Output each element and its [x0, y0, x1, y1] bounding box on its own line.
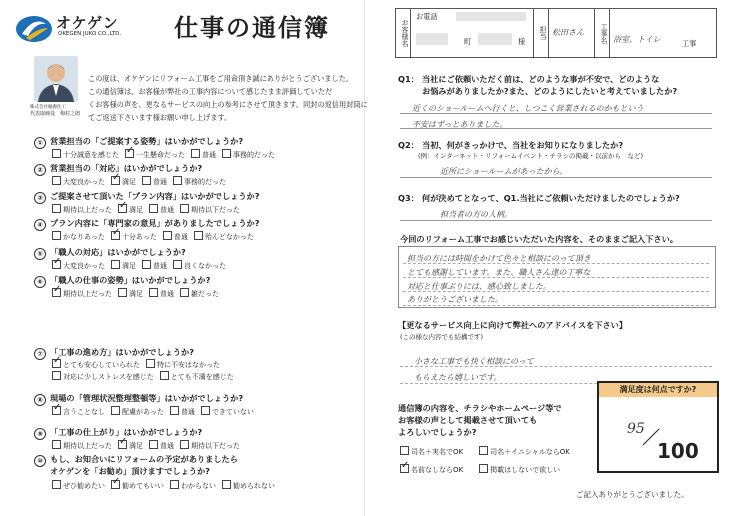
option[interactable] [163, 231, 188, 242]
option-label: 期待以下だった [191, 206, 240, 214]
checkbox[interactable] [111, 406, 120, 415]
question-title: 「職人の対応」はいかがでしょうか? [50, 247, 186, 257]
option-label: 期待以上だった [63, 290, 112, 298]
option[interactable] [170, 480, 216, 491]
town-label: 町 [464, 37, 472, 46]
option-label: 十分あった [121, 233, 157, 241]
q1-label: Q1： [398, 74, 419, 84]
brand-name: オケゲン [56, 14, 119, 32]
option[interactable] [52, 288, 112, 299]
option-label: 期待以下だった [191, 442, 240, 450]
option[interactable] [160, 371, 234, 382]
question-title-2: オケゲンを「お勧め」頂けますでしょうか? [50, 466, 210, 476]
town-redacted [416, 33, 448, 45]
advice-line-1: 小さな工事でも快く相談にのって [414, 357, 534, 366]
option-label: 事務的だった [184, 178, 226, 186]
q2-label: Q2： [398, 140, 419, 150]
option[interactable] [52, 371, 154, 382]
intro-line-3: くお客様の声を、更なるサービスの向上の参考にさせて頂きます。同封の返信用封筒に [88, 100, 368, 109]
option[interactable] [111, 176, 136, 187]
option[interactable] [201, 406, 254, 417]
checkbox[interactable] [479, 464, 488, 473]
option[interactable] [52, 359, 140, 370]
option-row [52, 288, 219, 299]
option-label: 満足 [129, 206, 143, 214]
q1-text: 当社にご依頼いただく前は、どのような事が不安で、どのような [422, 74, 660, 84]
option[interactable] [118, 440, 143, 451]
option[interactable] [180, 440, 240, 451]
option[interactable] [173, 260, 226, 271]
checkbox[interactable] [173, 176, 182, 185]
option[interactable] [180, 204, 240, 215]
question-title: ご提案させて頂いた「プラン内容」はいかがでしょうか? [50, 191, 260, 201]
page-title: 仕事の通信簿 [174, 14, 330, 42]
q3-label: Q3： [398, 193, 419, 203]
option[interactable] [52, 204, 112, 215]
checkbox[interactable] [191, 149, 200, 158]
option-label: 特に不安はなかった [157, 361, 220, 369]
question-number: ① [34, 137, 46, 149]
checkbox[interactable] [111, 480, 120, 489]
checkbox[interactable] [173, 260, 182, 269]
koji-label: 工事名 [594, 9, 610, 57]
checkbox[interactable] [180, 204, 189, 213]
question-number: ④ [34, 219, 46, 231]
option[interactable] [52, 440, 112, 451]
option-label: 普通 [180, 408, 195, 416]
question-number: ③ [34, 192, 46, 204]
phone-redacted [456, 12, 526, 21]
option[interactable] [479, 464, 560, 475]
option-label: 掲載はしないで欲しい [490, 466, 561, 474]
option[interactable] [52, 260, 105, 271]
name-redacted [478, 33, 512, 45]
option-label: 期待以上だった [63, 442, 112, 450]
option-label: 普通 [160, 290, 174, 298]
checkbox[interactable] [118, 288, 127, 297]
question-number: ⑩ [34, 455, 46, 467]
president-photo [34, 56, 78, 102]
option[interactable] [118, 288, 143, 299]
koji-suffix: 工事 [682, 39, 697, 48]
question-title: 「工事の進め方」はいかがでしょうか? [50, 347, 194, 357]
score-box [597, 381, 719, 473]
checkbox[interactable] [180, 288, 189, 297]
question-title: 「工事の仕上がり」はいかがでしょうか? [50, 427, 203, 437]
checkbox[interactable] [222, 480, 231, 489]
option-label: 名前なしならOK [411, 466, 464, 474]
option-label: とても安心していられた [63, 361, 140, 369]
publish-row [400, 464, 560, 475]
option-label: 期待以上だった [63, 206, 112, 214]
option-row [52, 176, 226, 187]
option-label: とても不満を感じた [170, 373, 234, 381]
option[interactable] [170, 406, 195, 417]
checkbox[interactable] [52, 480, 61, 489]
question-title: プラン内容に「専門家の意見」がありましたでしょうか? [50, 218, 260, 228]
checkbox[interactable] [52, 371, 61, 380]
score-max: 100 [657, 439, 699, 463]
option[interactable] [191, 149, 216, 160]
publish-q-2: お客様の声として掲載させて頂いても [398, 415, 538, 425]
option-label: 雑だった [191, 290, 219, 298]
checkbox[interactable] [222, 149, 231, 158]
option-label: 満足 [122, 262, 136, 270]
option-row [52, 359, 220, 370]
option-label: わからない [181, 482, 216, 490]
publish-row [400, 446, 570, 457]
option-label: 良くなかった [184, 262, 226, 270]
option[interactable] [146, 359, 220, 370]
option[interactable] [118, 204, 143, 215]
checkbox[interactable] [194, 231, 203, 240]
option[interactable] [111, 260, 136, 271]
checkbox[interactable] [201, 406, 210, 415]
checkbox[interactable] [125, 149, 134, 158]
option[interactable] [52, 176, 105, 187]
option[interactable] [222, 149, 275, 160]
option[interactable] [173, 176, 226, 187]
checkbox[interactable] [170, 480, 179, 489]
option[interactable] [194, 231, 254, 242]
option[interactable] [125, 149, 185, 160]
option-row [52, 149, 275, 160]
advice-title: 【更なるサービス向上に向けて弊社へのアドバイスを下さい】 [398, 320, 628, 330]
checkbox[interactable] [400, 446, 409, 455]
option[interactable] [180, 288, 219, 299]
option[interactable] [52, 231, 105, 242]
option[interactable] [222, 480, 275, 491]
option-label: かなりあった [63, 233, 105, 241]
question-number: ⑨ [34, 428, 46, 440]
checkbox[interactable] [52, 176, 61, 185]
q1-answer-2: 不安はずっとありました。 [412, 120, 508, 129]
checkbox[interactable] [111, 176, 120, 185]
question-number: ⑧ [34, 394, 46, 406]
option[interactable] [142, 260, 167, 271]
checkbox[interactable] [142, 260, 151, 269]
option-label: 満足 [129, 442, 143, 450]
impressions-title: 今回のリフォーム工事でお感じいただいた内容を、そのままご記入下さい。 [400, 234, 678, 244]
sama-label: 様 [518, 37, 526, 46]
checkbox[interactable] [149, 440, 158, 449]
checkbox[interactable] [52, 288, 61, 297]
option-label: 大変良かった [63, 262, 105, 270]
impression-line-1: 担当の方には時間をかけて色々と相談にのって頂き [407, 254, 591, 263]
option-row [52, 204, 240, 215]
question-number: ⑥ [34, 276, 46, 288]
company-caption: 株式会社桶源住工 [30, 105, 66, 110]
option[interactable] [479, 446, 570, 457]
question-title: 営業担当の「ご提案する姿勢」はいかがでしょうか? [50, 136, 244, 146]
option[interactable] [111, 231, 157, 242]
score-title: 満足度は何点ですか? [599, 383, 717, 397]
checkbox[interactable] [52, 260, 61, 269]
option-label: できていない [211, 408, 254, 416]
option-row [52, 406, 254, 417]
option-label: 事務的だった [233, 151, 275, 159]
option-label: 勧めてもいい [122, 482, 164, 490]
publish-q-3: よろしいでしょうか? [398, 427, 477, 437]
checkbox[interactable] [111, 260, 120, 269]
option[interactable] [111, 480, 164, 491]
page-fold [364, 0, 365, 516]
intro-line-1: この度は、オケゲンにリフォーム工事をご用命頂き誠にありがとうございました。 [88, 74, 354, 83]
option-row [52, 440, 240, 451]
checkbox[interactable] [52, 231, 61, 240]
option-label: 満足 [129, 290, 143, 298]
option-label: 勧められない [233, 482, 275, 490]
checkbox[interactable] [52, 440, 61, 449]
brand-sub: OKEGEN JUKO CO.,LTD. [58, 31, 122, 37]
president-portrait-icon [34, 56, 78, 102]
option-label: ぜひ勧めたい [63, 482, 105, 490]
option-label: 大変良かった [63, 178, 105, 186]
option[interactable] [142, 176, 167, 187]
option[interactable] [52, 406, 105, 417]
question-number: ⑤ [34, 248, 46, 260]
checkbox[interactable] [111, 231, 120, 240]
option-label: 普通 [173, 233, 188, 241]
checkbox[interactable] [160, 371, 169, 380]
publish-q-1: 通信簿の内容を、チラシやホームページ等で [398, 403, 562, 413]
option-row [52, 480, 275, 491]
tanto-value: 松田さん [552, 28, 584, 37]
checkbox[interactable] [149, 288, 158, 297]
checkbox[interactable] [118, 440, 127, 449]
checkbox[interactable] [52, 149, 61, 158]
checkbox[interactable] [479, 446, 488, 455]
checkbox[interactable] [142, 176, 151, 185]
impression-line-4: ありがとうございました。 [407, 295, 503, 304]
option-label: 司名＋実名でOK [411, 448, 464, 456]
option-label: 普通 [160, 206, 174, 214]
question-title: 「職人の仕事の姿勢」はいかがでしょうか? [50, 275, 211, 285]
q2-sub: (例：インターネット・リフォームイベント・チラシの掲載・以前から など) [418, 152, 644, 160]
option-label: 配慮があった [122, 408, 164, 416]
q1-text-2: お悩みがありましたか?また、どのようにしたいと考えていましたか? [422, 86, 678, 96]
option-row [52, 371, 234, 382]
brand-logo [14, 14, 54, 48]
option-row [52, 231, 254, 242]
president-name: 代表取締役 梅村之朗 [30, 111, 81, 117]
option[interactable] [149, 204, 174, 215]
intro-line-2: この通信簿は、お客様が弊社の工事内容について感じたまま評価していただ [88, 87, 333, 96]
advice-line-2: もらえたら嬉しいです。 [414, 373, 502, 382]
checkbox[interactable] [149, 204, 158, 213]
q3-answer: 担当者の方の人柄。 [440, 210, 512, 219]
question-number: ② [34, 164, 46, 176]
option-label: 普通 [153, 262, 167, 270]
intro-line-4: てご返送下さいます様お願い申し上げます。 [88, 113, 232, 122]
q1-answer-1: 近くのショールームへ行くと、しつこく営業されるのかもという [412, 104, 644, 113]
impression-line-2: とても感謝しています。また、職人さん達の丁寧な [407, 268, 591, 277]
option[interactable] [149, 288, 174, 299]
advice-sub: (この様な内容でも結構です) [400, 333, 484, 341]
option-label: 普通 [202, 151, 216, 159]
option[interactable] [52, 149, 119, 160]
tanto-label: 担当 [533, 9, 549, 57]
option[interactable] [111, 406, 164, 417]
option-label: 殆んどなかった [204, 233, 254, 241]
checkbox[interactable] [52, 204, 61, 213]
customer-label: お客様名 [396, 9, 411, 57]
koji-value: 浴室、トイレ [613, 35, 661, 44]
option[interactable] [400, 446, 463, 457]
impressions-box [398, 246, 716, 308]
checkbox[interactable] [52, 406, 61, 415]
thanks-text: ご記入ありがとうございました。 [576, 490, 689, 499]
option-label: 司名＋イニシャルならOK [490, 448, 570, 456]
question-title: 現場の「管理状況整理整頓等」はいかがでしょうか? [50, 393, 244, 403]
phone-label: お電話 [416, 12, 438, 21]
checkbox[interactable] [170, 406, 179, 415]
question-title: 営業担当の「対応」はいかがでしょうか? [50, 163, 203, 173]
checkbox[interactable] [52, 359, 61, 368]
logo-mark-icon [14, 14, 54, 44]
checkbox[interactable] [163, 231, 172, 240]
customer-header-box [395, 8, 717, 58]
option[interactable] [400, 464, 463, 475]
option[interactable] [149, 440, 174, 451]
checkbox[interactable] [118, 204, 127, 213]
question-number: ⑦ [34, 348, 46, 360]
q2-text: 当初、何がきっかけで、当社をお知りになりましたか? [422, 140, 624, 150]
option-label: 普通 [160, 442, 174, 450]
question-title: もし、お知合いにリフォームの予定がありましたら [50, 454, 238, 464]
impression-line-3: 対応と仕事ぶりには、感心致しました。 [407, 282, 551, 291]
q3-text: 何が決めてとなって、Q1.当社にご依頼いただけましたのでしょうか? [422, 193, 680, 203]
score-value: 95 [627, 421, 645, 437]
q2-answer: 近所にショールームがあったから。 [440, 167, 568, 176]
option-label: 一生懸命だった [136, 151, 185, 159]
option-label: 対応に少しストレスを感じた [63, 373, 154, 381]
option-label: 満足 [122, 178, 136, 186]
checkbox[interactable] [180, 440, 189, 449]
option-label: 言うことなし [63, 408, 105, 416]
checkbox[interactable] [400, 464, 409, 473]
option-row [52, 260, 226, 271]
checkbox[interactable] [146, 359, 155, 368]
option-label: 十分誠意を感じた [63, 151, 119, 159]
option[interactable] [52, 480, 105, 491]
option-label: 普通 [153, 178, 167, 186]
